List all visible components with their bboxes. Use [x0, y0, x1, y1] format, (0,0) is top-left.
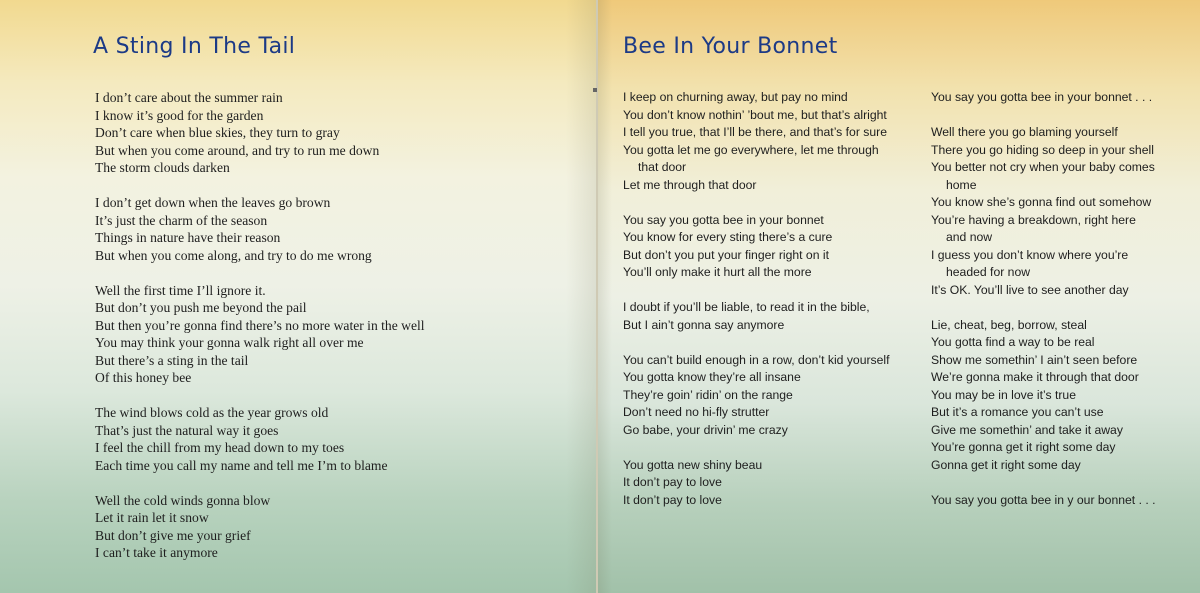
lyric-line: Don’t need no hi-fly strutter: [623, 405, 770, 419]
lyric-line: Lie, cheat, beg, borrow, steal: [931, 317, 1087, 332]
lyric-line: I tell you true, that I’ll be there, and that’s for sure: [623, 125, 887, 139]
lyric-line: But then you’re gonna find there’s no more water in the well: [95, 317, 425, 333]
lyric-line: Of this honey bee: [95, 370, 192, 385]
lyric-line: Go babe, your drivin’ me crazy: [623, 422, 788, 437]
lyric-line: Let it rain let it snow: [95, 510, 209, 525]
lyric-line: Let me through that door: [623, 177, 757, 192]
lyric-line: I keep on churning away, but pay no mind: [623, 90, 848, 104]
lyric-line: We’re gonna make it through that door: [931, 370, 1139, 384]
lyric-line: You know she’s gonna find out somehow: [931, 195, 1152, 209]
lyric-line: But don’t you push me beyond the pail: [95, 300, 307, 315]
lyric-stanza: [623, 89, 915, 194]
lyric-line: Each time you call my name and tell me I’m to blame: [95, 457, 388, 473]
lyric-line: I don’t get down when the leaves go brown: [95, 195, 331, 210]
lyric-stanza: [623, 299, 915, 334]
lyric-line: That’s just the natural way it goes: [95, 422, 279, 438]
lyric-line: But I ain’t gonna say anymore: [623, 317, 785, 332]
lyric-line: Give me somethin’ and take it away: [931, 422, 1123, 437]
lyric-line: There you go hiding so deep in your shell: [931, 142, 1154, 157]
lyric-line: You know for every sting there’s a cure: [623, 230, 833, 244]
lyric-line: I guess you don’t know where you’re: [931, 247, 1129, 262]
lyrics-column-left: [95, 89, 565, 579]
lyric-line: It don’t pay to love: [623, 475, 722, 489]
lyric-stanza: [931, 124, 1191, 299]
lyric-stanza: [95, 194, 565, 264]
lyric-line: I doubt if you’ll be liable, to read it in the bible,: [623, 300, 870, 314]
lyric-line: headed for now: [946, 265, 1031, 279]
lyric-line: Well the first time I’ll ignore it.: [95, 282, 266, 298]
lyric-line: and now: [946, 230, 993, 244]
lyric-line: It’s just the charm of the season: [95, 212, 268, 228]
song-title-sting-in-the-tail: A Sting In The Tail: [93, 34, 296, 59]
lyric-line: You better not cry when your baby comes: [931, 160, 1155, 174]
lyric-stanza: [623, 352, 915, 440]
lyric-line: Things in nature have their reason: [95, 230, 281, 245]
lyric-line: Gonna get it right some day: [931, 457, 1081, 472]
lyric-line: You don’t know nothin’ ’bout me, but that’s alright: [623, 107, 887, 122]
lyric-stanza: [623, 212, 915, 282]
lyric-line: You gotta find a way to be real: [931, 335, 1095, 349]
lyric-line: You may be in love it’s true: [931, 387, 1076, 402]
lyric-line: I can’t take it anymore: [95, 545, 218, 560]
lyric-line: I know it’s good for the garden: [95, 107, 264, 123]
lyric-line: Show me somethin’ I ain’t seen before: [931, 352, 1138, 367]
lyric-line: You gotta know they’re all insane: [623, 370, 801, 384]
lyric-line: But don’t you put your finger right on it: [623, 247, 829, 262]
lyrics-column-right-1: [623, 89, 915, 527]
lyric-line: You’re having a breakdown, right here: [931, 212, 1136, 227]
lyric-line: But don’t give me your grief: [95, 527, 251, 543]
lyric-stanza: [931, 89, 1191, 107]
lyric-line: The wind blows cold as the year grows old: [95, 405, 329, 420]
lyric-stanza: [931, 317, 1191, 475]
lyric-line: Don’t care when blue skies, they turn to gray: [95, 125, 340, 140]
lyric-line: You’re gonna get it right some day: [931, 440, 1116, 454]
lyrics-column-right-2: [931, 89, 1191, 527]
lyric-stanza: [95, 89, 565, 177]
lyric-stanza: [95, 492, 565, 562]
lyric-line: You say you gotta bee in y our bonnet . . .: [931, 492, 1156, 507]
lyric-line: But there’s a sting in the tail: [95, 352, 249, 368]
right-page: [598, 0, 1200, 593]
lyric-stanza: [931, 492, 1191, 510]
lyric-line: You may think your gonna walk right all over me: [95, 335, 364, 350]
lyric-stanza: [95, 404, 565, 474]
song-title-bee-in-your-bonnet: Bee In Your Bonnet: [623, 34, 838, 59]
lyric-line: It don’t pay to love: [623, 492, 722, 507]
lyric-line: You’ll only make it hurt all the more: [623, 265, 812, 279]
lyric-line: But when you come along, and try to do me wrong: [95, 247, 372, 263]
lyric-line: But when you come around, and try to run me down: [95, 142, 380, 158]
lyric-line: You say you gotta bee in your bonnet: [623, 212, 824, 227]
fold-mark: [593, 88, 597, 92]
lyric-line: But it’s a romance you can’t use: [931, 405, 1104, 419]
lyric-stanza: [95, 282, 565, 387]
lyric-stanza: [623, 457, 915, 510]
lyric-line: The storm clouds darken: [95, 160, 230, 175]
lyric-line: I don’t care about the summer rain: [95, 90, 283, 105]
lyric-line: I feel the chill from my head down to my toes: [95, 440, 345, 455]
lyric-line: You gotta new shiny beau: [623, 457, 763, 472]
lyric-line: It’s OK. You’ll live to see another day: [931, 282, 1129, 297]
lyric-line: Well there you go blaming yourself: [931, 125, 1118, 139]
lyric-line: You say you gotta bee in your bonnet . . .: [931, 90, 1153, 104]
lyric-line: They’re goin’ ridin’ on the range: [623, 387, 793, 402]
lyric-line: home: [946, 177, 977, 192]
lyric-line: that door: [638, 160, 687, 174]
lyric-line: You gotta let me go everywhere, let me through: [623, 142, 879, 157]
left-page: [0, 0, 596, 593]
lyric-line: You can’t build enough in a row, don’t kid yourself: [623, 352, 890, 367]
lyric-line: Well the cold winds gonna blow: [95, 492, 271, 508]
